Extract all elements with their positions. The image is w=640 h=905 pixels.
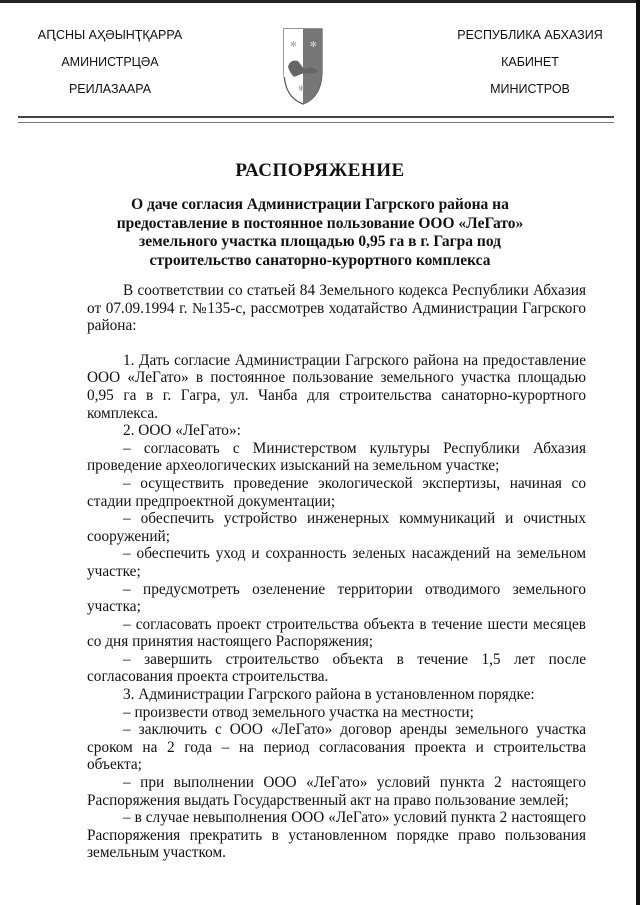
paragraph: – согласовать с Министерством культуры Республики Абхазия проведение археологических изысканий на земельном участке;	[87, 439, 586, 475]
paragraph: 2. ООО «ЛеГато»:	[123, 422, 241, 440]
svg-text:✻: ✻	[290, 40, 297, 49]
paragraph: – предусмотреть озеленение территории отводимого земельного участка;	[87, 580, 586, 616]
svg-text:✻: ✻	[310, 40, 317, 49]
document-subject: О даче согласия Администрации Гагрского района на предоставление в постоянное пользование ООО «ЛеГато» земельного участка площадью 0,95 га в г. Гагра под строительство санаторно-курортного комплекса	[116, 196, 524, 269]
header-divider	[18, 116, 614, 123]
paragraph: – осуществить проведение экологической экспертизы, начиная со стадии предпроектной документации;	[87, 474, 586, 510]
paragraph: – заключить с ООО «ЛеГато» договор аренды земельного участка сроком на 2 года – на период согласования проекта и строительства объекта;	[87, 721, 586, 774]
paragraph: – в случае невыполнения ООО «ЛеГато» условий пункта 2 настоящего Распоряжения прекратить в установленном порядке право пользования земельным участком.	[87, 809, 586, 862]
paragraph: – произвести отвод земельного участка на местности;	[123, 703, 474, 721]
scan-edge-top	[0, 0, 640, 3]
paragraph: – обеспечить уход и сохранность зеленых насаждений на земельном участке;	[87, 545, 586, 580]
header-line: АԤСНЫ АҲӘЫНҬҚАРРА	[37, 28, 183, 42]
paragraph: – при выполнении ООО «ЛеГато» условий пункта 2 настоящего Распоряжения выдать Государственный акт на право пользование землей;	[87, 774, 586, 809]
scan-edge-right	[636, 0, 640, 905]
header-line: РЕСПУБЛИКА АБХАЗИЯ	[457, 28, 603, 42]
paragraph: – обеспечить устройство инженерных коммуникаций и очистных сооружений;	[87, 510, 586, 545]
document-body	[87, 282, 586, 862]
paragraph: – завершить строительство объекта в течение 1,5 лет после согласования проекта строительства.	[87, 650, 586, 686]
header-line: КАБИНЕТ	[501, 55, 559, 69]
header-right-russian	[420, 22, 640, 103]
document-title: РАСПОРЯЖЕНИЕ	[235, 160, 405, 181]
paragraph: – согласовать проект строительства объекта в течение шести месяцев со дня принятия настоящего Распоряжения;	[87, 615, 586, 651]
header-line: АМИНИСТРЦӘА	[61, 55, 159, 69]
coat-of-arms-emblem	[282, 27, 324, 105]
header-line: РЕИЛАЗААРА	[68, 82, 152, 96]
paragraph: 3. Администрации Гагрского района в установленном порядке:	[123, 686, 535, 704]
paragraph: 1. Дать согласие Администрации Гагрского района на предоставление ООО «ЛеГато» в постоянное пользование земельного участка площадью 0,95 га в г. Гагра, ул. Чанба для строительства санаторно-курортного комплекса.	[87, 351, 586, 422]
preamble: В соответствии со статьей 84 Земельного кодекса Республики Абхазия от 07.09.1994 г. №135-с, рассмотрев ходатайство Администрации Гагрского района:	[87, 282, 586, 335]
header-left-abkhaz	[0, 22, 220, 103]
header-line: МИНИСТРОВ	[490, 82, 570, 96]
svg-text:✻: ✻	[298, 84, 305, 93]
